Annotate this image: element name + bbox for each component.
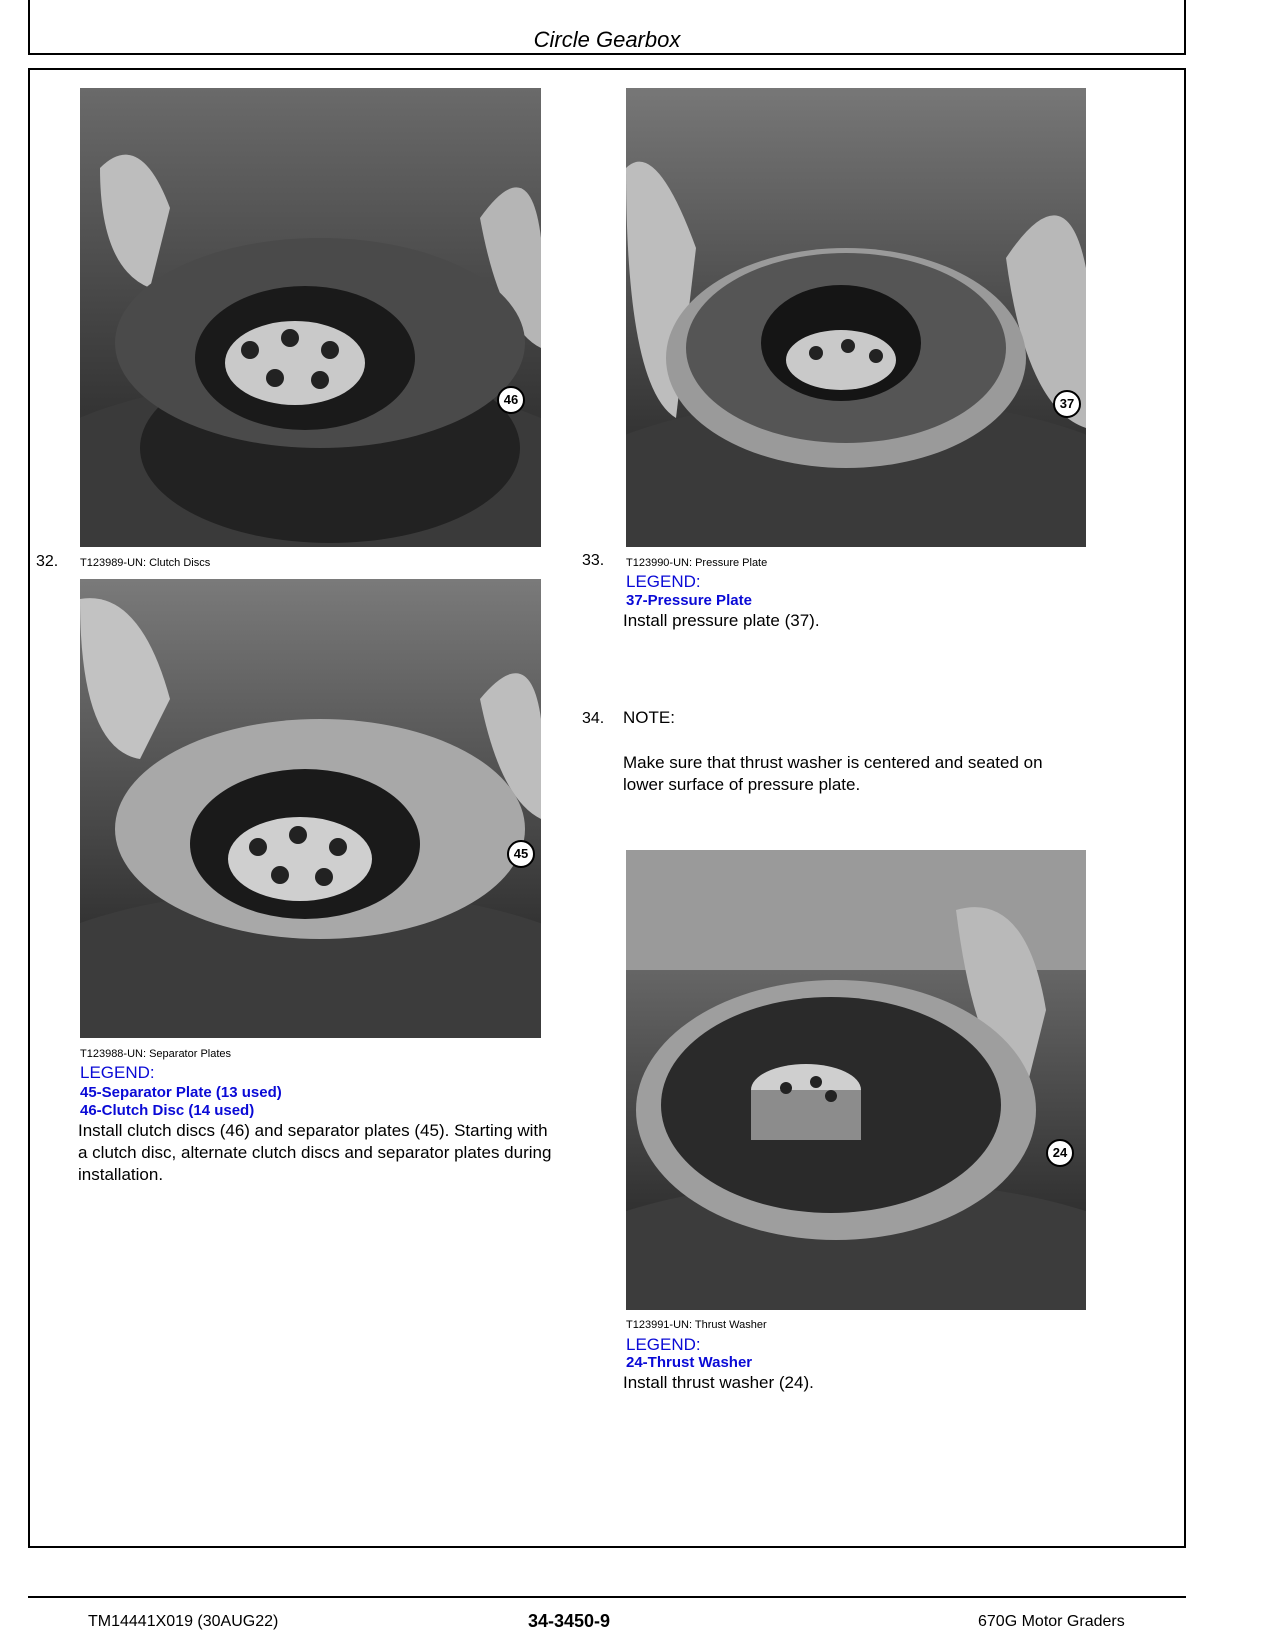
callout-37: 37 <box>1053 390 1081 418</box>
page-title: Circle Gearbox <box>533 27 681 52</box>
step-number: 32. <box>36 553 59 570</box>
legend-item: 37-Pressure Plate <box>626 592 752 609</box>
callout-24: 24 <box>1046 1139 1074 1167</box>
footer-rule <box>28 1596 1186 1598</box>
instruction-text: Install thrust washer (24). <box>623 1373 814 1392</box>
legend-title: LEGEND: <box>626 1335 701 1354</box>
page-header <box>28 0 1186 55</box>
legend-item: 46-Clutch Disc (14 used) <box>80 1102 255 1119</box>
figure-caption: T123990-UN: Pressure Plate <box>626 557 768 569</box>
figure-caption: T123989-UN: Clutch Discs <box>80 557 211 569</box>
legend-item: 24-Thrust Washer <box>626 1354 753 1371</box>
note-text <box>623 752 1133 796</box>
footer-product: 670G Motor Graders <box>978 1613 1125 1630</box>
note-label: NOTE: <box>623 708 675 727</box>
footer-page-number: 34-3450-9 <box>528 1611 611 1631</box>
note-line: lower surface of pressure plate. <box>623 775 861 794</box>
instruction-line: Install clutch discs (46) and separator plates (45). Starting with <box>78 1121 548 1140</box>
figure-caption: T123991-UN: Thrust Washer <box>626 1319 767 1331</box>
instruction-text <box>78 1120 588 1186</box>
instruction-line: installation. <box>78 1165 164 1184</box>
separator-plate-photo <box>80 579 541 1038</box>
clutch-disc-photo <box>80 88 541 547</box>
thrust-washer-photo <box>626 850 1086 1310</box>
callout-46: 46 <box>497 386 525 414</box>
step-number: 34. <box>582 710 605 727</box>
footer-doc-id: TM14441X019 (30AUG22) <box>88 1613 279 1630</box>
note-line: Make sure that thrust washer is centered and seated on <box>623 753 1043 772</box>
callout-45: 45 <box>507 840 535 868</box>
step-number: 33. <box>582 552 605 569</box>
legend-item: 45-Separator Plate (13 used) <box>80 1084 282 1101</box>
legend-title: LEGEND: <box>626 572 701 591</box>
pressure-plate-photo <box>626 88 1086 547</box>
instruction-line: a clutch disc, alternate clutch discs and separator plates during <box>78 1143 552 1162</box>
figure-caption: T123988-UN: Separator Plates <box>80 1048 232 1060</box>
legend-title: LEGEND: <box>80 1063 155 1082</box>
instruction-text: Install pressure plate (37). <box>623 611 820 630</box>
